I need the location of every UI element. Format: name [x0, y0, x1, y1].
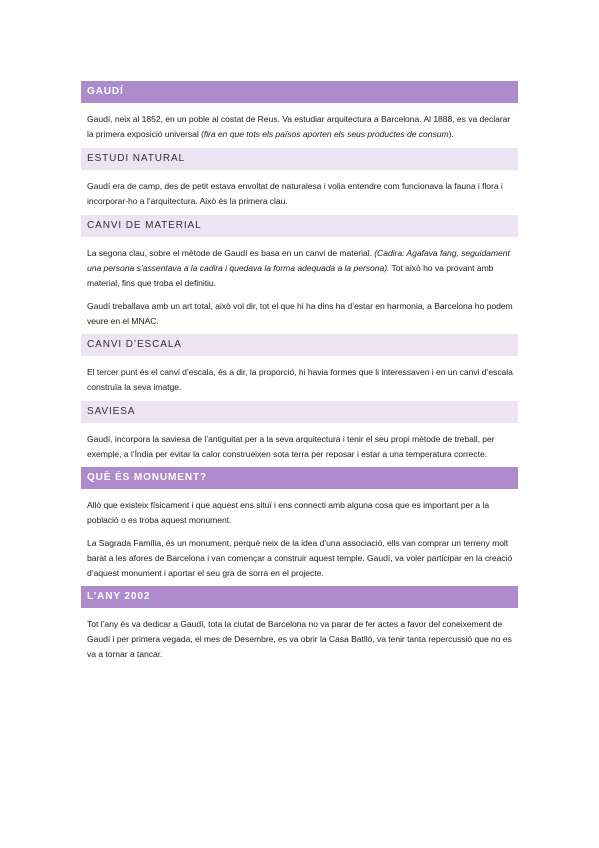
section-heading-que-es-monument: QUÈ ÉS MONUMENT?	[81, 467, 518, 489]
section-heading-canvi-escala: CANVI D’ESCALA	[81, 334, 518, 356]
section-heading-saviesa: SAVIESA	[81, 401, 518, 423]
section-heading-any-2002: L’ANY 2002	[81, 586, 518, 608]
paragraph-estudi-natural: Gaudí era de camp, des de petit estava envoltat de naturalesa i volia entendre com funcionava la fauna i flora i incorporar-ho a l’arquitectura. Això és la primera clau.	[87, 181, 503, 206]
paragraph-canvi-escala: El tercer punt és el canvi d’escala, és a dir, la proporció, hi havia formes que li interessaven i en un canvi d’escala construïa la seva imatge.	[87, 367, 513, 392]
paragraph-any-2002: Tot l’any és va dedicar a Gaudí, tota la ciutat de Barcelona no va parar de fer actes a favor del coneixement de Gaudí i per primera vegada, el mes de Desembre, es va obrir la Casa Batlló, va tenir tanta repercussió que no es va a tornar a tancar.	[87, 619, 512, 659]
paragraph-canvi-material-1: La segona clau, sobre el mètode de Gaudí es basa en un canvi de material. (Cadira: Agafava fang, seguidament una persona s’assentava a la cadira i quedava la forma adequada a la persona). Tot això ho va provant amb material, fins que troba el definitiu.	[87, 248, 510, 288]
paragraph-monument-2: La Sagrada Família, és un monument, perquè neix de la idea d’una associació, ells van comprar un terreny molt barat a les afores de Barcelona i van començar a construir aquest temple. Gaudí, va voler participar en la creació d’aquest monument i aportar el seu gra de sorra en el projecte.	[87, 538, 513, 578]
section-heading-estudi-natural: ESTUDI NATURAL	[81, 148, 518, 170]
paragraph-monument-1: Allò que existeix físicament i que aquest ens situï i ens connecti amb alguna cosa que es important per a la població o es troba aquest monument.	[87, 500, 490, 525]
paragraph-gaudi: Gaudí, neix al 1852, en un poble al costat de Reus. Va estudiar arquitectura a Barcelona. Al 1888, es va declarar la primera exposició universal (fira en que tots els països aporten els seus productes de consum).	[87, 114, 511, 139]
paragraph-canvi-material-2: Gaudí treballava amb un art total, això vol dir, tot el que hi ha dins ha d’estar en harmonia, a Barcelona ho podem veure en el MNAC.	[87, 301, 513, 326]
section-heading-canvi-material: CANVI DE MATERIAL	[81, 215, 518, 237]
document-page	[81, 81, 518, 662]
section-heading-gaudi: GAUDÍ	[81, 81, 518, 103]
paragraph-saviesa: Gaudí, incorpora la saviesa de l’antiguitat per a la seva arquitectura i tenir el seu propi mètode de treball, per exemple, a l’Índia per evitar la calor construeixen sota terra per reposar i estar a una temperatura correcte.	[87, 434, 495, 459]
